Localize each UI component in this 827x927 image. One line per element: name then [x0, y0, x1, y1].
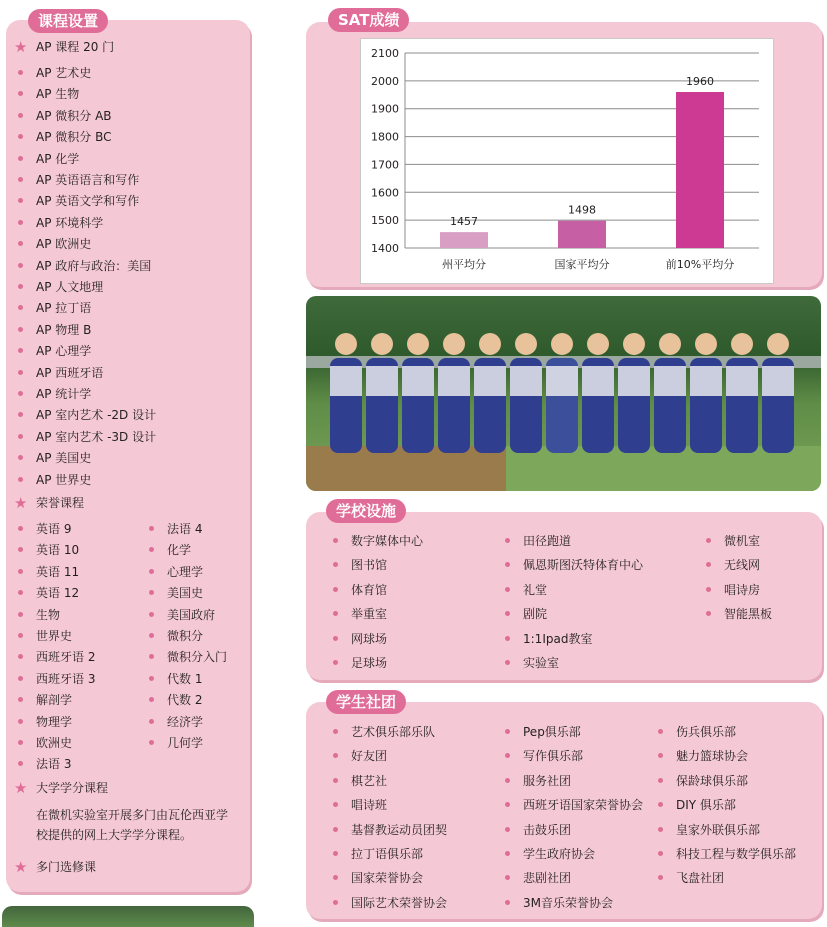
bullet-icon: [18, 113, 23, 118]
bullet-icon: [505, 538, 510, 543]
bullet-icon: [505, 660, 510, 665]
bullet-icon: [505, 827, 510, 832]
cheerleaders-photo: [306, 296, 821, 491]
bullet-icon: [18, 434, 23, 439]
ap-course-item: AP 统计学: [36, 387, 92, 401]
bullet-icon: [149, 569, 154, 574]
person-head: [731, 333, 753, 355]
person-head: [335, 333, 357, 355]
facility-item: 无线网: [724, 558, 761, 573]
bullet-icon: [505, 900, 510, 905]
uniform-stripe: [510, 366, 542, 396]
ap-course-item: AP 环境科学: [36, 215, 104, 230]
honors-course-item: 代数 2: [167, 693, 203, 708]
sat-title: SAT成绩: [328, 8, 409, 32]
club-item: 好友团: [351, 749, 388, 764]
club-item: 西班牙语国家荣誉协会: [523, 798, 644, 813]
sat-chart: [360, 38, 774, 284]
bullet-icon: [333, 778, 338, 783]
club-item: 伤兵俱乐部: [676, 725, 737, 739]
bullet-icon: [149, 612, 154, 617]
club-item: 唱诗班: [351, 798, 388, 813]
bullet-icon: [706, 587, 711, 592]
honors-course-item: 欧洲史: [36, 736, 73, 750]
star-icon: ★: [14, 858, 28, 876]
club-item: 3M音乐荣誉协会: [523, 895, 613, 910]
bullet-icon: [505, 778, 510, 783]
ap-course-item: AP 西班牙语: [36, 365, 104, 380]
facility-item: 唱诗房: [724, 582, 761, 597]
bullet-icon: [18, 327, 23, 332]
y-tick-label: 1700: [371, 158, 399, 172]
club-item: 科技工程与数学俱乐部: [676, 847, 797, 861]
ap-course-item: AP 微积分 BC: [36, 130, 112, 145]
honors-course-item: 西班牙语 2: [36, 650, 96, 665]
facility-item: 1:1Ipad教室: [523, 631, 593, 646]
facility-item: 礼堂: [523, 582, 548, 597]
y-tick-label: 1800: [371, 130, 399, 144]
uniform-stripe: [474, 366, 506, 396]
person-head: [407, 333, 429, 355]
bullet-icon: [18, 156, 23, 161]
person-head: [371, 333, 393, 355]
club-item: Pep俱乐部: [523, 725, 581, 739]
electives-header: 多门选修课: [36, 860, 97, 874]
uniform-stripe: [438, 366, 470, 396]
honors-course-item: 英语 12: [36, 586, 80, 601]
ap-course-item: AP 拉丁语: [36, 301, 92, 316]
person-head: [659, 333, 681, 355]
honors-course-item: 美国史: [167, 586, 204, 601]
honors-course-item: 代数 1: [167, 671, 203, 686]
ap-course-item: AP 化学: [36, 151, 80, 166]
bullet-icon: [505, 729, 510, 734]
honors-course-item: 英语 10: [36, 543, 80, 558]
bullet-icon: [149, 719, 154, 724]
x-tick-label: 州平均分: [442, 258, 486, 271]
club-item: 悲剧社团: [523, 871, 572, 886]
bullet-icon: [505, 851, 510, 856]
clubs-title: 学生社团: [326, 690, 406, 714]
facility-item: 剧院: [523, 607, 548, 622]
bullet-icon: [18, 719, 23, 724]
facility-item: 网球场: [351, 631, 388, 646]
uniform-stripe: [690, 366, 722, 396]
uniform-stripe: [546, 366, 578, 396]
person-head: [443, 333, 465, 355]
person-head: [767, 333, 789, 355]
ap-course-item: AP 美国史: [36, 451, 92, 466]
person-head: [587, 333, 609, 355]
bullet-icon: [18, 370, 23, 375]
ap-courses-header: AP 课程 20 门: [36, 40, 115, 54]
club-item: 皇家外联俱乐部: [676, 822, 761, 837]
ap-course-item: AP 艺术史: [36, 66, 92, 80]
uniform-stripe: [402, 366, 434, 396]
bullet-icon: [333, 729, 338, 734]
uniform-stripe: [582, 366, 614, 396]
honors-course-item: 世界史: [36, 629, 73, 643]
bottom-photo: [2, 906, 254, 927]
y-tick-label: 1900: [371, 102, 399, 116]
honors-course-item: 经济学: [167, 714, 204, 729]
star-icon: ★: [14, 38, 28, 56]
facility-item: 微机室: [724, 534, 761, 548]
bullet-icon: [505, 587, 510, 592]
bullet-icon: [18, 633, 23, 638]
y-tick-label: 1500: [371, 214, 399, 228]
bar: [558, 221, 606, 248]
club-item: 击鼓乐团: [523, 822, 572, 837]
ap-course-item: AP 生物: [36, 87, 80, 102]
honors-course-item: 微积分入门: [167, 650, 228, 665]
star-icon: ★: [14, 779, 28, 797]
x-tick-label: 前10%平均分: [665, 258, 735, 271]
courses-title: 课程设置: [28, 9, 108, 33]
bullet-icon: [18, 177, 23, 182]
uniform-stripe: [366, 366, 398, 396]
y-tick-label: 1400: [371, 242, 399, 255]
club-item: 魅力篮球协会: [676, 749, 749, 764]
uniform-stripe: [618, 366, 650, 396]
college-credit-desc: 在微机实验室开展多门由瓦伦西亚学: [36, 808, 229, 822]
bullet-icon: [18, 612, 23, 617]
ap-course-item: AP 政府与政治：美国: [36, 258, 152, 273]
ap-course-item: AP 英语文学和写作: [36, 194, 140, 209]
ap-course-item: AP 人文地理: [36, 280, 104, 294]
bullet-icon: [333, 900, 338, 905]
y-tick-label: 1600: [371, 186, 399, 200]
cheerleaders-illustration: [306, 296, 821, 491]
bullet-icon: [658, 778, 663, 783]
honors-course-item: 生物: [36, 607, 61, 622]
bullet-icon: [706, 538, 711, 543]
bullet-icon: [149, 740, 154, 745]
honors-course-item: 几何学: [167, 736, 204, 750]
ap-course-item: AP 世界史: [36, 472, 92, 487]
bar: [676, 92, 724, 248]
honors-course-item: 法语 4: [167, 522, 203, 536]
honors-course-item: 英语 11: [36, 564, 80, 579]
ap-course-item: AP 室内艺术 -3D 设计: [36, 429, 157, 444]
club-item: 飞盘社团: [676, 871, 725, 886]
bullet-icon: [333, 827, 338, 832]
y-tick-label: 2100: [371, 47, 399, 60]
uniform-stripe: [330, 366, 362, 396]
club-item: 基督教运动员团契: [351, 822, 448, 837]
club-item: 国际艺术荣誉协会: [351, 895, 448, 910]
club-item: 写作俱乐部: [523, 749, 584, 764]
bullet-icon: [18, 569, 23, 574]
club-item: 服务社团: [523, 773, 572, 788]
person-head: [695, 333, 717, 355]
bullet-icon: [149, 633, 154, 638]
person-head: [515, 333, 537, 355]
bullet-icon: [18, 220, 23, 225]
bullet-icon: [18, 70, 23, 75]
star-icon: ★: [14, 494, 28, 512]
honors-course-item: 美国政府: [167, 607, 216, 622]
honors-course-item: 英语 9: [36, 522, 72, 536]
sat-bar-chart: [361, 39, 773, 283]
ap-course-item: AP 英语语言和写作: [36, 173, 140, 187]
uniform-stripe: [654, 366, 686, 396]
ap-course-item: AP 欧洲史: [36, 237, 92, 252]
uniform-stripe: [762, 366, 794, 396]
college-credit-desc: 校提供的网上大学学分课程。: [36, 828, 193, 842]
bullet-icon: [18, 676, 23, 681]
bullet-icon: [18, 391, 23, 396]
club-item: 艺术俱乐部乐队: [351, 725, 436, 739]
bullet-icon: [658, 729, 663, 734]
facility-item: 举重室: [351, 607, 388, 622]
honors-course-item: 微积分: [167, 629, 204, 643]
club-item: 学生政府协会: [523, 847, 596, 861]
ap-course-item: AP 心理学: [36, 344, 92, 359]
bullet-icon: [18, 263, 23, 268]
honors-header: 荣誉课程: [36, 496, 85, 510]
bullet-icon: [658, 827, 663, 832]
ap-course-item: AP 物理 B: [36, 322, 92, 337]
bullet-icon: [18, 284, 23, 289]
ap-course-item: AP 室内艺术 -2D 设计: [36, 408, 157, 423]
person-head: [551, 333, 573, 355]
facility-item: 数字媒体中心: [351, 534, 424, 548]
person-head: [623, 333, 645, 355]
person-head: [479, 333, 501, 355]
facility-item: 智能黑板: [724, 607, 773, 622]
bullet-icon: [18, 740, 23, 745]
ap-course-item: AP 微积分 AB: [36, 108, 112, 123]
bullet-icon: [18, 477, 23, 482]
club-item: 国家荣誉协会: [351, 871, 424, 886]
y-tick-label: 2000: [371, 74, 399, 88]
facility-item: 实验室: [523, 656, 560, 670]
honors-course-item: 解剖学: [36, 693, 73, 708]
bullet-icon: [18, 526, 23, 531]
data-label: 1960: [686, 75, 714, 88]
honors-course-item: 法语 3: [36, 757, 72, 772]
club-item: DIY 俱乐部: [676, 798, 736, 813]
bullet-icon: [658, 851, 663, 856]
club-item: 保龄球俱乐部: [676, 773, 749, 788]
club-item: 棋艺社: [351, 773, 388, 788]
facilities-title: 学校设施: [326, 499, 406, 523]
x-tick-label: 国家平均分: [554, 258, 610, 271]
bullet-icon: [333, 636, 338, 641]
bullet-icon: [333, 538, 338, 543]
honors-course-item: 心理学: [167, 564, 204, 579]
data-label: 1498: [568, 203, 596, 217]
facility-item: 体育馆: [351, 582, 388, 597]
bullet-icon: [149, 526, 154, 531]
facility-item: 足球场: [351, 656, 388, 670]
facility-item: 田径跑道: [523, 534, 572, 548]
bullet-icon: [333, 851, 338, 856]
honors-course-item: 西班牙语 3: [36, 671, 96, 686]
data-label: 1457: [450, 215, 478, 229]
bullet-icon: [149, 676, 154, 681]
college-credit-header: 大学学分课程: [36, 781, 109, 795]
honors-course-item: 化学: [167, 543, 192, 558]
bullet-icon: [505, 636, 510, 641]
honors-course-item: 物理学: [36, 714, 73, 729]
bar: [440, 232, 488, 248]
club-item: 拉丁语俱乐部: [351, 847, 424, 861]
facility-item: 佩恩斯图沃特体育中心: [523, 558, 644, 573]
uniform-stripe: [726, 366, 758, 396]
facility-item: 图书馆: [351, 558, 388, 573]
bullet-icon: [333, 587, 338, 592]
bullet-icon: [333, 660, 338, 665]
